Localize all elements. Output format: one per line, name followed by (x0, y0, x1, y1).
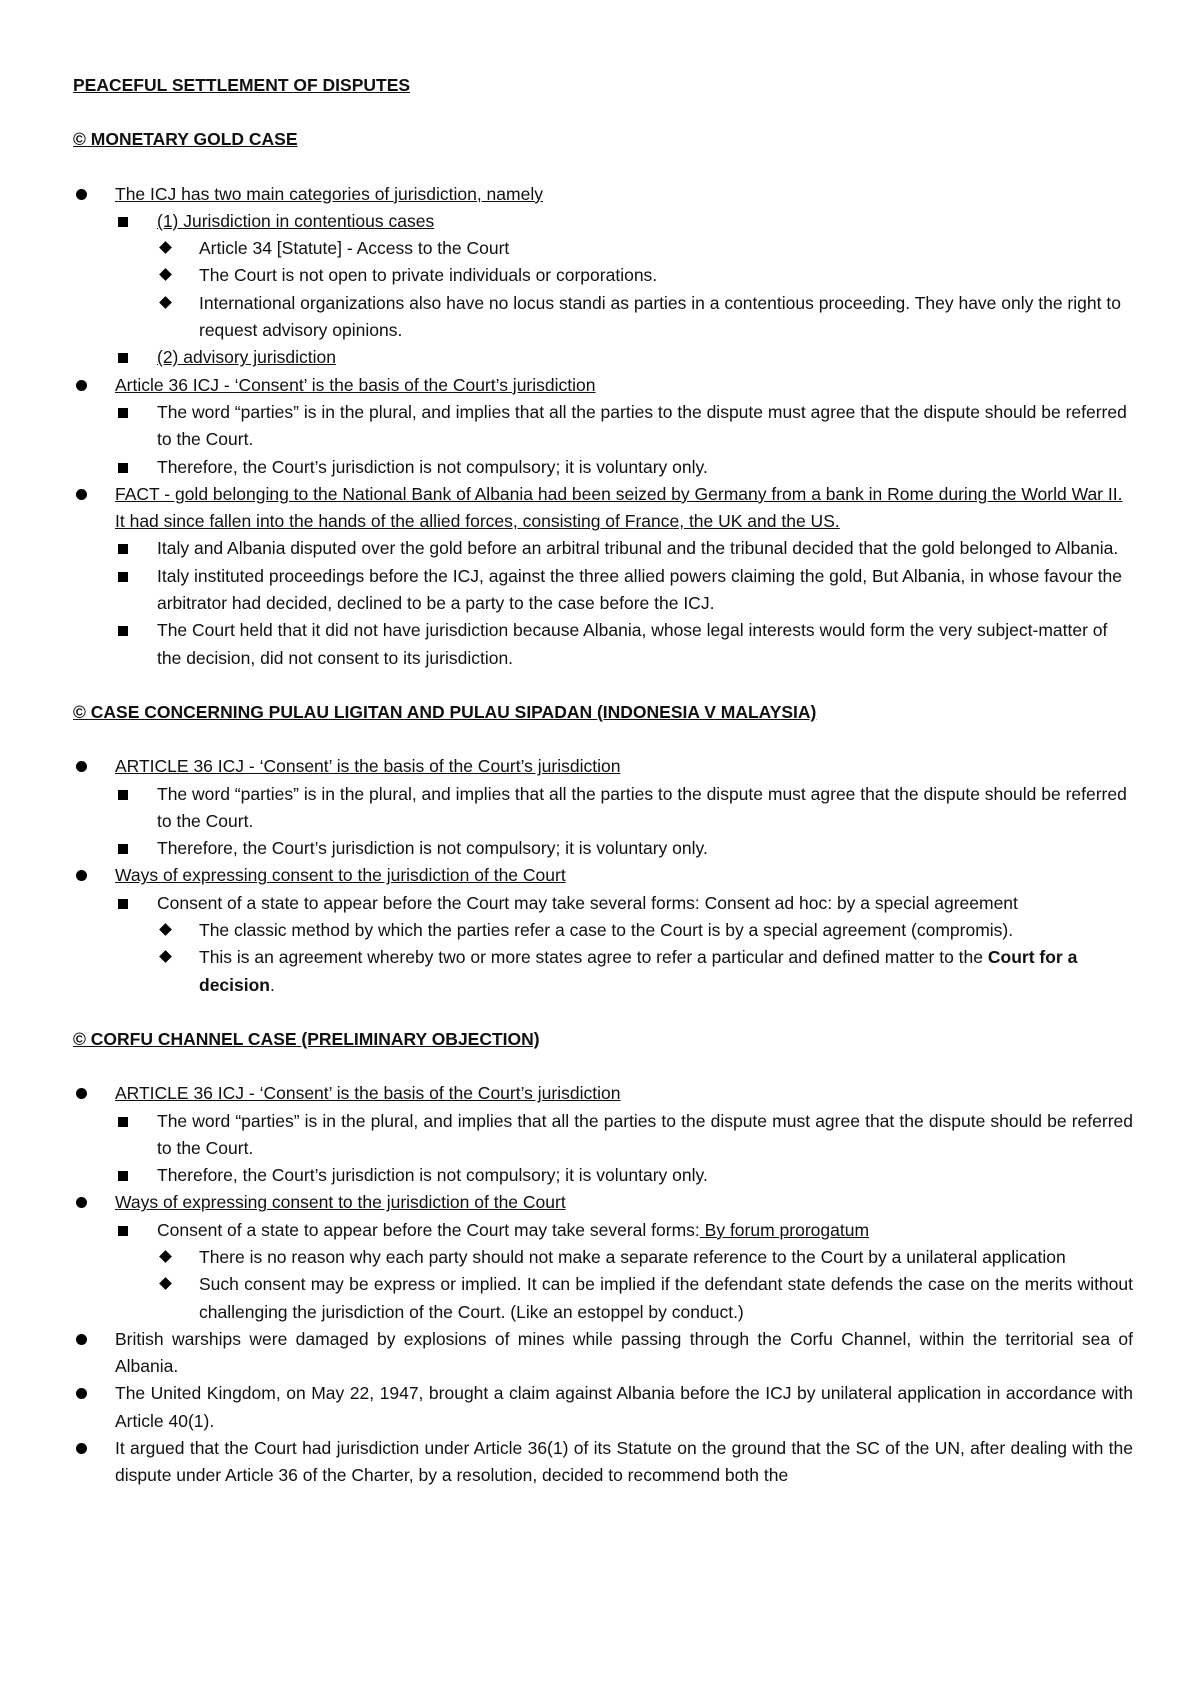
bullet-list (73, 1080, 1133, 1489)
list-item: Article 36 ICJ - ‘Consent’ is the basis of the Court’s jurisdiction The word “parties” is in the plural, and implies that all the parties to the dispute must agree that the dispute should be referred to the Court. Therefore, the Court’s jurisdiction is not compulsory; it is voluntary only. (73, 372, 1133, 481)
list-item: British warships were damaged by explosions of mines while passing through the Corfu Channel, within the territorial sea of Albania. (73, 1326, 1133, 1381)
bullet-icon (73, 481, 103, 508)
list-item: FACT - gold belonging to the National Bank of Albania had been seized by Germany from a bank in Rome during the World War II. It had since fallen into the hands of the allied forces, consisting of France, the UK and the US. Italy and Albania disputed over the gold before an arbitral tribunal and the tribunal decided that the gold belonged to Albania. Italy instituted proceedings before the ICJ, against the three allied powers claiming the gold, But Albania, in whose favour the arbitrator had decided, declined to be a party to the case before the ICJ. The Court held that it did not have jurisdiction because Albania, whose legal interests would form the very subject-matter of the decision, did not consent to its jurisdiction. (73, 481, 1133, 672)
list-item: ARTICLE 36 ICJ - ‘Consent’ is the basis of the Court’s jurisdiction The word “parties” is in the plural, and implies that all the parties to the dispute must agree that the dispute should be referred to the Court. Therefore, the Court’s jurisdiction is not compulsory; it is voluntary only. (73, 753, 1133, 862)
section-heading-pulau-ligitan: © CASE CONCERNING PULAU LIGITAN AND PULAU SIPADAN (INDONESIA V MALAYSIA) (73, 701, 817, 722)
square-bullet-icon (115, 563, 145, 590)
square-bullet-icon (115, 890, 145, 917)
list-item: Consent of a state to appear before the Court may take several forms: Consent ad hoc: by a special agreement The classic method by which the parties refer a case to the Court is by a special agreement (compromis). This is an agreement whereby two or more states agree to refer a particular and defined matter to the Court for a decision. (115, 890, 1133, 999)
square-bullet-icon (115, 344, 145, 371)
square-bullet-icon (115, 617, 145, 644)
list-item: (2) advisory jurisdiction (115, 344, 1133, 371)
diamond-bullet-icon (157, 290, 187, 317)
list-item: The United Kingdom, on May 22, 1947, brought a claim against Albania before the ICJ by unilateral application in accordance with Article 40(1). (73, 1380, 1133, 1435)
section-heading-corfu-channel: © CORFU CHANNEL CASE (PRELIMINARY OBJECTION) (73, 1028, 540, 1049)
square-bullet-icon (115, 1108, 145, 1135)
square-bullet-icon (115, 781, 145, 808)
bullet-icon (73, 372, 103, 399)
list-item: The Court is not open to private individuals or corporations. (157, 262, 1133, 289)
list-item: Italy and Albania disputed over the gold before an arbitral tribunal and the tribunal decided that the gold belonged to Albania. (115, 535, 1133, 562)
diamond-bullet-icon (157, 235, 187, 262)
list-item: Ways of expressing consent to the jurisdiction of the Court Consent of a state to appear before the Court may take several forms: By forum prorogatum There is no reason why each party should not make a separate reference to the Court by a unilateral application Such consent may be express or implied. It can be implied if the defendant state defends the case on the merits without challenging the jurisdiction of the Court. (Like an estoppel by conduct.) (73, 1189, 1133, 1325)
list-item: International organizations also have no locus standi as parties in a contentious proceeding. They have only the right to request advisory opinions. (157, 290, 1133, 345)
square-bullet-icon (115, 835, 145, 862)
list-item: The word “parties” is in the plural, and implies that all the parties to the dispute must agree that the dispute should be referred to the Court. (115, 781, 1133, 836)
document-page (73, 72, 1133, 1490)
list-item: The ICJ has two main categories of jurisdiction, namely (1) Jurisdiction in contentious cases Article 34 [Statute] - Access to the Court The Court is not open to private individuals or corporations. International organizations also have no locus standi as parties in a contentious proceeding. They have only the right to request advisory opinions. (2) advisory jurisdiction (73, 181, 1133, 372)
square-bullet-icon (115, 208, 145, 235)
list-item: The word “parties” is in the plural, and implies that all the parties to the dispute must agree that the dispute should be referred to the Court. (115, 399, 1133, 454)
list-item: Such consent may be express or implied. It can be implied if the defendant state defends the case on the merits without challenging the jurisdiction of the Court. (Like an estoppel by conduct.) (157, 1271, 1133, 1326)
list-item: Article 34 [Statute] - Access to the Court (157, 235, 1133, 262)
list-item: Italy instituted proceedings before the ICJ, against the three allied powers claiming the gold, But Albania, in whose favour the arbitrator had decided, declined to be a party to the case before the ICJ. (115, 563, 1133, 618)
list-item: (1) Jurisdiction in contentious cases Article 34 [Statute] - Access to the Court The Court is not open to private individuals or corporations. International organizations also have no locus standi as parties in a contentious proceeding. They have only the right to request advisory opinions. (115, 208, 1133, 344)
list-item: There is no reason why each party should not make a separate reference to the Court by a unilateral application (157, 1244, 1133, 1271)
bullet-icon (73, 1326, 103, 1353)
list-item: Therefore, the Court’s jurisdiction is not compulsory; it is voluntary only. (115, 835, 1133, 862)
list-item: Ways of expressing consent to the jurisdiction of the Court Consent of a state to appear before the Court may take several forms: Consent ad hoc: by a special agreement The classic method by which the parties refer a case to the Court is by a special agreement (compromis). This is an agreement whereby two or more states agree to refer a particular and defined matter to the Court for a decision. (73, 862, 1133, 998)
bullet-icon (73, 1435, 103, 1462)
bullet-icon (73, 753, 103, 780)
list-item: Consent of a state to appear before the Court may take several forms: By forum prorogatum There is no reason why each party should not make a separate reference to the Court by a unilateral application Such consent may be express or implied. It can be implied if the defendant state defends the case on the merits without challenging the jurisdiction of the Court. (Like an estoppel by conduct.) (115, 1217, 1133, 1326)
square-bullet-icon (115, 1162, 145, 1189)
diamond-bullet-icon (157, 262, 187, 289)
bullet-icon (73, 862, 103, 889)
bullet-icon (73, 1080, 103, 1107)
bullet-icon (73, 1189, 103, 1216)
diamond-bullet-icon (157, 1244, 187, 1271)
square-bullet-icon (115, 1217, 145, 1244)
bullet-icon (73, 181, 103, 208)
square-bullet-icon (115, 535, 145, 562)
list-item: It argued that the Court had jurisdiction under Article 36(1) of its Statute on the ground that the SC of the UN, after dealing with the dispute under Article 36 of the Charter, by a resolution, decided to recommend both the (73, 1435, 1133, 1490)
list-item: The classic method by which the parties refer a case to the Court is by a special agreement (compromis). (157, 917, 1133, 944)
list-item: Therefore, the Court’s jurisdiction is not compulsory; it is voluntary only. (115, 454, 1133, 481)
bullet-icon (73, 1380, 103, 1407)
list-item: The Court held that it did not have jurisdiction because Albania, whose legal interests would form the very subject-matter of the decision, did not consent to its jurisdiction. (115, 617, 1133, 672)
square-bullet-icon (115, 399, 145, 426)
diamond-bullet-icon (157, 917, 187, 944)
bullet-list (73, 753, 1133, 999)
list-item: Therefore, the Court’s jurisdiction is not compulsory; it is voluntary only. (115, 1162, 1133, 1189)
section-heading-monetary-gold: © MONETARY GOLD CASE (73, 129, 298, 150)
diamond-bullet-icon (157, 944, 187, 971)
list-item: This is an agreement whereby two or more states agree to refer a particular and defined matter to the Court for a decision. (157, 944, 1133, 999)
list-item: The word “parties” is in the plural, and implies that all the parties to the dispute must agree that the dispute should be referred to the Court. (115, 1108, 1133, 1163)
list-item: ARTICLE 36 ICJ - ‘Consent’ is the basis of the Court’s jurisdiction The word “parties” is in the plural, and implies that all the parties to the dispute must agree that the dispute should be referred to the Court. Therefore, the Court’s jurisdiction is not compulsory; it is voluntary only. (73, 1080, 1133, 1189)
document-title: PEACEFUL SETTLEMENT OF DISPUTES (73, 75, 411, 95)
diamond-bullet-icon (157, 1271, 187, 1298)
bullet-list (73, 181, 1133, 672)
square-bullet-icon (115, 454, 145, 481)
